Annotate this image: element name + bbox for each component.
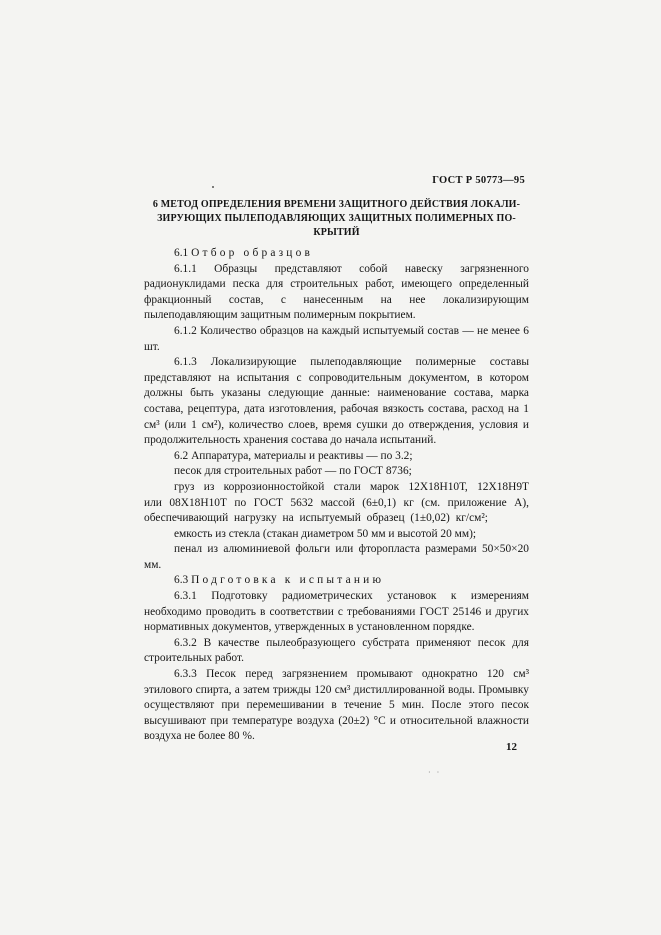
paragraph: емкость из стекла (стакан диаметром 50 мм и высотой 20 мм); [174, 527, 477, 540]
paragraph: песок для строительных работ — по ГОСТ 8736; [174, 465, 412, 478]
paragraph: груз из коррозионностойкой стали марок 12Х18Н10Т, 12Х18Н9Т или 08Х18Н10Т по ГОСТ 5632 массой (6±0,1) кг (см. приложение А), обеспечивающий нагрузку на испытуемый образец (1±0,02) кг/см²; [144, 480, 529, 525]
subsection-heading [144, 246, 529, 262]
paragraph: 6.3.3 Песок перед загрязнением промывают однократно 120 см³ этилового спирта, а затем трижды 120 см³ дистиллированной воды. Промывку осуществляют при перемешивании в течение 5 мин. После этого песок высушивают при температуре воздуха (20±2) °С и относительной влажности воздуха не более 80 %. [144, 668, 529, 743]
page-number: 12 [506, 741, 517, 753]
paragraph: 6.1.3 Локализирующие пылеподавляющие полимерные составы представляют на испытания с сопроводительным документом, в котором должны быть указаны следующие данные: наименование состава, марка состава, рецептура, дата изготовления, рабочая вязкость состава, расход на 1 см³ (или 1 см²), количество слоев, время сушки до отверждения, условия и продолжительность хранения состава до начала испытаний. [144, 356, 529, 447]
body-text [144, 246, 529, 745]
document-code-header: ГОСТ Р 50773—95 [432, 175, 525, 186]
paragraph: пенал из алюминиевой фольги или фторопласта размерами 50×50×20 мм. [144, 543, 529, 571]
subsection-number: 6.3 [174, 574, 189, 587]
section-title-line: ЗИРУЮЩИХ ПЫЛЕПОДАВЛЯЮЩИХ ЗАЩИТНЫХ ПОЛИМЕРНЫХ ПО- [157, 213, 516, 224]
subsection-title: Подготовка к испытанию [191, 574, 385, 587]
paragraph: 6.1.2 Количество образцов на каждый испытуемый состав — не менее 6 шт. [144, 324, 529, 353]
paragraph: 6.3.1 Подготовку радиометрических установок к измерениям необходимо проводить в соответствии с требованиями ГОСТ 25146 и других нормативных документов, утвержденных в установленном порядке. [144, 590, 529, 634]
paragraph: 6.3.2 В качестве пылеобразующего субстрата применяют песок для строительных работ. [144, 636, 529, 665]
subsection-heading [144, 573, 529, 589]
paragraph: 6.1.1 Образцы представляют собой навеску загрязненного радионуклидами песка для строительных работ, имеющего определенный фракционный состав, с нанесенным на нее локализирующим пылеподавляющим защитным полимерным покрытием. [144, 262, 529, 322]
scan-speck: · · [428, 768, 442, 777]
section-title-line: 6 МЕТОД ОПРЕДЕЛЕНИЯ ВРЕМЕНИ ЗАЩИТНОГО ДЕЙСТВИЯ ЛОКАЛИ- [152, 199, 521, 210]
scan-speck [212, 186, 214, 188]
paragraph: 6.2 Аппаратура, материалы и реактивы — по 3.2; [174, 449, 413, 462]
section-title-line: КРЫТИЙ [313, 227, 360, 238]
subsection-number: 6.1 [174, 247, 189, 259]
subsection-title: Отбор образцов [191, 247, 314, 259]
section-title [144, 198, 529, 240]
